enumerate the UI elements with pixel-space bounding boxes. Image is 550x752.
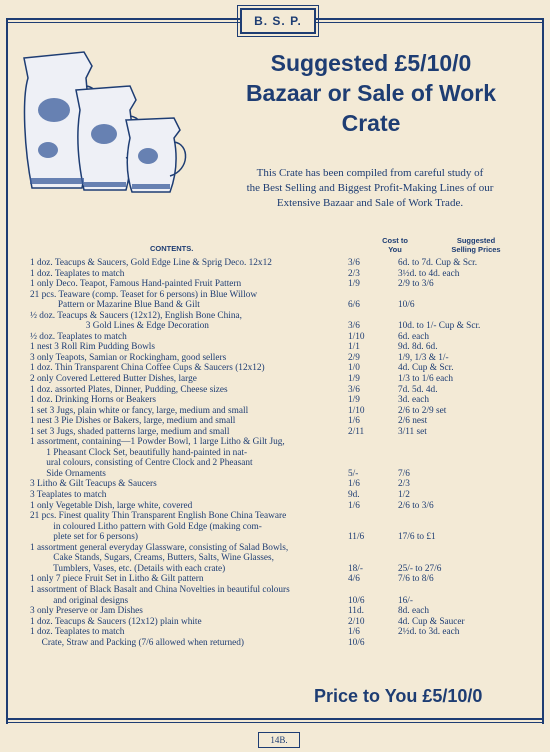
item-selling-price: 7/6 xyxy=(398,468,410,479)
item-selling-price: 4d. Cup & Scr. xyxy=(398,363,454,374)
item-description: 1 doz. Teaplates to match xyxy=(30,268,125,279)
table-row xyxy=(30,363,540,374)
item-description: 1 doz. Teaplates to match xyxy=(30,627,125,638)
table-row xyxy=(30,606,540,617)
item-description: 1 doz. Drinking Horns or Beakers xyxy=(30,395,156,406)
item-selling-price: 6d. to 7d. Cup & Scr. xyxy=(398,258,478,268)
item-cost: 1/9 xyxy=(348,374,360,385)
item-cost: 1/9 xyxy=(348,279,360,290)
item-cost xyxy=(348,522,398,533)
item-selling-price: 4d. Cup & Saucer xyxy=(398,616,465,627)
cost-header-line-1: Cost to xyxy=(382,236,408,245)
item-description: 1 only Vegetable Dish, large white, covered xyxy=(30,500,193,511)
table-row xyxy=(30,596,540,607)
item-description: 3 Litho & Gilt Teacups & Saucers xyxy=(30,479,157,490)
item-selling-price: 3½d. to 4d. each xyxy=(398,268,460,279)
table-row xyxy=(30,321,540,332)
table-row xyxy=(30,479,540,490)
item-cost: 1/0 xyxy=(348,363,360,374)
item-cost: 1/10 xyxy=(348,331,365,342)
intro-text xyxy=(222,166,518,211)
item-selling-price: 25/- to 27/6 xyxy=(398,563,442,574)
item-selling-price xyxy=(398,290,538,301)
item-cost: 1/6 xyxy=(348,416,360,427)
table-row xyxy=(30,511,540,522)
table-row xyxy=(30,638,540,649)
item-selling-price xyxy=(398,553,538,564)
item-description: 1 Pheasant Clock Set, beautifully hand-painted in nat- xyxy=(30,447,248,458)
table-row xyxy=(30,627,540,638)
item-cost: 3/6 xyxy=(348,384,360,395)
item-selling-price: 2/9 to 3/6 xyxy=(398,279,434,290)
item-description: Side Ornaments xyxy=(30,468,106,479)
item-selling-price: 10/6 xyxy=(398,300,415,311)
item-description: 1 assortment of Black Basalt and China Novelties in beautiful colours xyxy=(30,584,290,595)
page-number: 14B. xyxy=(258,732,300,748)
item-cost: 1/6 xyxy=(348,479,360,490)
item-description: plete set for 6 persons) xyxy=(30,532,138,543)
table-row xyxy=(30,427,540,438)
item-selling-price xyxy=(398,638,538,649)
item-description: 1 only 7 piece Fruit Set in Litho & Gilt pattern xyxy=(30,574,204,585)
item-selling-price: 1/3 to 1/6 each xyxy=(398,374,453,385)
item-cost: 2/10 xyxy=(348,616,365,627)
table-row xyxy=(30,437,540,448)
item-cost: 11d. xyxy=(348,606,364,617)
item-selling-price: 3d. each xyxy=(398,395,429,406)
intro-line-3: Extensive Bazaar and Sale of Work Trade. xyxy=(276,197,464,209)
selling-header-line-2: Selling Prices xyxy=(451,245,501,254)
table-row xyxy=(30,553,540,564)
item-cost: 1/1 xyxy=(348,342,360,353)
table-row xyxy=(30,258,540,269)
item-selling-price xyxy=(398,448,538,459)
item-selling-price: 17/6 to £1 xyxy=(398,532,436,543)
item-description: 1 assortment general everyday Glassware, consisting of Salad Bowls, xyxy=(30,542,289,553)
item-cost: 9d. xyxy=(348,490,360,501)
item-cost xyxy=(348,511,398,522)
intro-line-1: This Crate has been compiled from careful study of xyxy=(256,167,484,179)
item-selling-price: 2/6 nest xyxy=(398,416,428,427)
item-selling-price: 7d. 5d. 4d. xyxy=(398,384,438,395)
selling-header xyxy=(436,236,516,254)
table-row xyxy=(30,501,540,512)
item-cost: 2/11 xyxy=(348,426,365,437)
item-cost: 2/9 xyxy=(348,352,360,363)
item-description: 1 doz. Thin Transparent China Coffee Cups & Saucers (12x12) xyxy=(30,363,265,374)
price-total: Price to You £5/10/0 xyxy=(314,686,483,706)
item-selling-price xyxy=(398,543,538,554)
item-description: 3 Gold Lines & Edge Decoration xyxy=(30,321,209,332)
item-description: 21 pcs. Teaware (comp. Teaset for 6 persons) in Blue Willow xyxy=(30,289,258,300)
item-description: 1 only Deco. Teapot, Famous Hand-painted Fruit Pattern xyxy=(30,279,242,290)
item-description: 3 Teaplates to match xyxy=(30,490,107,501)
item-cost xyxy=(348,458,398,469)
item-selling-price: 1/2 xyxy=(398,490,410,501)
table-row xyxy=(30,342,540,353)
bottom-border-inner xyxy=(6,722,544,723)
item-selling-price xyxy=(398,511,538,522)
item-description: and original designs xyxy=(30,595,129,606)
table-row xyxy=(30,585,540,596)
item-cost: 5/- xyxy=(348,468,359,479)
item-description: ural colours, consisting of Centre Clock and 2 Pheasant xyxy=(30,458,253,469)
item-description: 1 assortment, containing—1 Powder Bowl, 1 large Litho & Gilt Jug, xyxy=(30,437,285,448)
item-selling-price: 2/6 to 2/9 set xyxy=(398,405,447,416)
item-description: 1 doz. Teacups & Saucers (12x12) plain white xyxy=(30,616,202,627)
item-description: Cake Stands, Sugars, Creams, Butters, Salts, Wine Glasses, xyxy=(30,553,274,564)
item-cost: 10/6 xyxy=(348,595,365,606)
item-cost xyxy=(348,290,398,301)
table-row xyxy=(30,574,540,585)
item-cost: 4/6 xyxy=(348,574,360,585)
item-description: 1 set 3 Jugs, shaded patterns large, medium and small xyxy=(30,426,230,437)
item-description: 1 set 3 Jugs, plain white or fancy, large, medium and small xyxy=(30,405,249,416)
item-selling-price xyxy=(398,585,538,596)
cost-header xyxy=(370,236,420,254)
item-cost xyxy=(348,437,398,448)
left-border xyxy=(6,18,8,724)
table-row xyxy=(30,269,540,280)
item-selling-price: 10d. to 1/- Cup & Scr. xyxy=(398,321,481,332)
table-row xyxy=(30,290,540,301)
table-row xyxy=(30,617,540,628)
item-selling-price: 8d. each xyxy=(398,606,429,617)
item-cost: 1/10 xyxy=(348,405,365,416)
contents-table xyxy=(30,258,540,648)
table-row xyxy=(30,469,540,480)
table-row xyxy=(30,448,540,459)
table-row xyxy=(30,395,540,406)
item-cost: 18/- xyxy=(348,563,363,574)
table-row xyxy=(30,353,540,364)
item-selling-price: 2/3 xyxy=(398,479,410,490)
item-cost xyxy=(348,543,398,554)
title-line-3: Crate xyxy=(341,110,401,136)
table-row xyxy=(30,279,540,290)
item-selling-price: 3/11 set xyxy=(398,426,427,437)
table-row xyxy=(30,532,540,543)
item-description: 2 only Covered Lettered Butter Dishes, large xyxy=(30,374,197,385)
item-cost: 11/6 xyxy=(348,532,365,543)
item-cost: 6/6 xyxy=(348,300,360,311)
table-row xyxy=(30,522,540,533)
item-description: ½ doz. Teacups & Saucers (12x12), English Bone China, xyxy=(30,310,242,321)
item-selling-price: 6d. each xyxy=(398,331,429,342)
table-row xyxy=(30,332,540,343)
table-row xyxy=(30,564,540,575)
table-row xyxy=(30,385,540,396)
table-row xyxy=(30,543,540,554)
item-cost: 3/6 xyxy=(348,321,360,332)
item-description: Pattern or Mazarine Blue Band & Gilt xyxy=(30,300,200,311)
item-description: 3 only Preserve or Jam Dishes xyxy=(30,606,143,617)
table-row xyxy=(30,300,540,311)
header-badge: B. S. P. xyxy=(240,8,316,34)
item-cost xyxy=(348,311,398,322)
item-cost: 3/6 xyxy=(348,258,360,268)
item-description: 1 nest 3 Pie Dishes or Bakers, large, medium and small xyxy=(30,416,236,427)
item-cost xyxy=(348,553,398,564)
item-selling-price: 9d. 8d. 6d. xyxy=(398,342,438,353)
item-selling-price: 7/6 to 8/6 xyxy=(398,574,434,585)
table-row xyxy=(30,490,540,501)
item-description: in coloured Litho pattern with Gold Edge (making com- xyxy=(30,521,262,532)
title-line-1: Suggested £5/10/0 xyxy=(270,50,472,76)
selling-header-line-1: Suggested xyxy=(456,236,496,245)
jugs-illustration xyxy=(14,38,194,196)
item-selling-price: 16/- xyxy=(398,595,413,606)
item-description: 1 doz. Teacups & Saucers, Gold Edge Line & Sprig Deco. 12x12 xyxy=(30,258,272,268)
item-selling-price: 2/6 to 3/6 xyxy=(398,500,434,511)
table-row xyxy=(30,311,540,322)
item-cost: 1/9 xyxy=(348,395,360,406)
item-cost: 10/6 xyxy=(348,637,365,648)
intro-line-2: the Best Selling and Biggest Profit-Making Lines of our xyxy=(246,182,494,194)
item-cost xyxy=(348,448,398,459)
title-line-2: Bazaar or Sale of Work xyxy=(245,80,497,106)
item-description: 1 nest 3 Roll Rim Pudding Bowls xyxy=(30,342,156,353)
bottom-border xyxy=(6,718,544,720)
table-row xyxy=(30,406,540,417)
table-row xyxy=(30,458,540,469)
table-row xyxy=(30,416,540,427)
cost-header-line-2: You xyxy=(388,245,402,254)
item-selling-price xyxy=(398,437,538,448)
item-selling-price xyxy=(398,522,538,533)
item-cost xyxy=(348,585,398,596)
item-description: ½ doz. Teaplates to match xyxy=(30,331,127,342)
item-description: Tumblers, Vases, etc. (Details with each crate) xyxy=(30,563,226,574)
item-cost: 2/3 xyxy=(348,268,360,279)
item-description: Crate, Straw and Packing (7/6 allowed when returned) xyxy=(30,637,245,648)
item-selling-price: 1/9, 1/3 & 1/- xyxy=(398,352,449,363)
item-selling-price: 2½d. to 3d. each xyxy=(398,627,460,638)
contents-header: CONTENTS. xyxy=(150,244,194,253)
page-title xyxy=(198,48,544,138)
item-selling-price xyxy=(398,311,538,322)
item-description: 21 pcs. Finest quality Thin Transparent English Bone China Teaware xyxy=(30,511,287,522)
item-cost: 1/6 xyxy=(348,500,360,511)
item-cost: 1/6 xyxy=(348,627,360,638)
item-selling-price xyxy=(398,458,538,469)
item-description: 1 doz. assorted Plates, Dinner, Pudding, Cheese sizes xyxy=(30,384,228,395)
table-row xyxy=(30,374,540,385)
item-description: 3 only Teapots, Samian or Rockingham, good sellers xyxy=(30,352,227,363)
